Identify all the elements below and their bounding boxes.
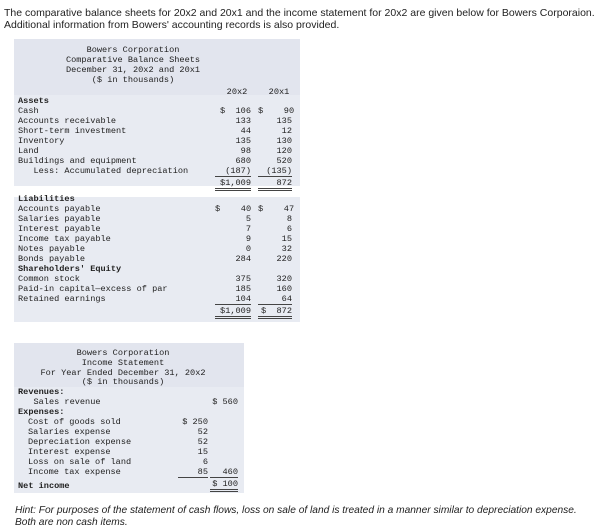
bs-liability-value-20x1: 6 — [286, 224, 292, 234]
is-expense-label: Depreciation expense — [28, 437, 132, 447]
is-expense-label: Loss on sale of land — [28, 457, 132, 467]
bs-equity-value-20x2: 185 — [235, 284, 251, 294]
is-expense-label: Cost of goods sold — [28, 417, 121, 427]
bs-liability-value-20x1: 8 — [286, 214, 292, 224]
is-expense-label: Income tax expense — [28, 467, 121, 477]
bs-liability-value-20x1: 15 — [281, 234, 292, 244]
is-expenses-total: 460 — [210, 467, 238, 478]
bs-liability-value-20x1: 32 — [281, 244, 292, 254]
bs-equity-value-20x1: 64 — [258, 294, 292, 305]
intro-line-1: The comparative balance sheets for 20x2 and 20x1 and the income statement for 20x2 are given below for Bowers Corporaion. — [4, 7, 595, 19]
bs-asset-value-20x1: 135 — [276, 116, 292, 126]
bs-liability-value-20x2: 7 — [245, 224, 251, 234]
bs-equity-value-20x1: 160 — [276, 284, 292, 294]
bs-asset-value-20x2: 98 — [240, 146, 251, 156]
bs-equity-value-20x2: 104 — [215, 294, 251, 305]
bs-assets-total-20x1: 872 — [258, 178, 292, 191]
bs-title-3: December 31, 20x2 and 20x1 — [65, 65, 201, 75]
bs-col-header-20x1: 20x1 — [268, 87, 290, 97]
bs-title-2: Comparative Balance Sheets — [65, 55, 201, 65]
is-expense-value: 85 — [178, 467, 208, 478]
bs-asset-value-20x2: 680 — [235, 156, 251, 166]
bs-asset-value-20x2: 135 — [235, 136, 251, 146]
is-title-4: ($ in thousands) — [81, 377, 165, 387]
income-statement-panel — [14, 343, 244, 493]
bs-asset-label: Short-term investment — [18, 126, 127, 136]
bs-asset-label: Accounts receivable — [18, 116, 116, 126]
bs-asset-value-20x1: 520 — [276, 156, 292, 166]
is-expense-value: 15 — [197, 447, 208, 457]
bs-le-total-20x2: $1,009 — [215, 306, 251, 319]
is-sales-value: $ 560 — [212, 397, 238, 407]
is-expense-label: Interest expense — [28, 447, 111, 457]
is-expense-label: Salaries expense — [28, 427, 111, 437]
is-sales-label: Sales revenue — [18, 397, 101, 407]
is-net-income-value: $ 100 — [210, 479, 238, 492]
bs-equity-label: Shareholders' Equity — [18, 264, 122, 274]
bs-liabilities-label: Liabilities — [18, 194, 75, 204]
bs-asset-value-20x1: (135) — [258, 166, 292, 177]
bs-liability-label: Accounts payable — [18, 204, 101, 214]
intro-line-2: Additional information from Bowers' accounting records is also provided. — [4, 19, 340, 31]
bs-equity-label-row: Retained earnings — [18, 294, 106, 304]
bs-col-header-20x2: 20x2 — [226, 87, 248, 97]
bs-asset-label: Buildings and equipment — [18, 156, 137, 166]
bs-equity-label-row: Common stock — [18, 274, 80, 284]
is-title-1: Bowers Corporation — [76, 348, 170, 358]
bs-asset-label: Land — [18, 146, 39, 156]
hint-line-1: Hint: For purposes of the statement of cash flows, loss on sale of land is treated in a manner similar to depreciation expense. — [15, 505, 577, 516]
is-title-3: For Year Ended December 31, 20x2 — [40, 368, 206, 378]
bs-le-total-20x1: $ 872 — [258, 306, 292, 319]
bs-liability-label: Bonds payable — [18, 254, 86, 264]
bs-equity-label-row: Paid-in capital—excess of par — [18, 284, 168, 294]
bs-equity-value-20x1: 320 — [276, 274, 292, 284]
bs-asset-label: Cash — [18, 106, 39, 116]
bs-asset-value-20x1: $ 90 — [258, 106, 295, 116]
is-revenues-label: Revenues: — [18, 387, 65, 397]
is-title-2: Income Statement — [81, 358, 165, 368]
balance-sheet-panel — [14, 39, 300, 322]
bs-asset-label: Inventory — [18, 136, 65, 146]
is-expenses-label: Expenses: — [18, 407, 65, 417]
is-expense-value: 52 — [197, 437, 208, 447]
is-expense-value: 6 — [202, 457, 208, 467]
bs-liability-label: Notes payable — [18, 244, 86, 254]
bs-equity-value-20x2: 375 — [235, 274, 251, 284]
bs-liability-label: Salaries payable — [18, 214, 101, 224]
bs-liability-value-20x1: $ 47 — [258, 204, 295, 214]
is-net-income-label: Net income — [18, 481, 70, 491]
bs-assets-label: Assets — [18, 96, 49, 106]
bs-asset-value-20x2: 44 — [240, 126, 251, 136]
hint-text — [15, 505, 610, 529]
bs-liability-value-20x2: 9 — [245, 234, 251, 244]
bs-asset-value-20x1: 130 — [276, 136, 292, 146]
bs-liability-value-20x2: 284 — [235, 254, 251, 264]
hint-line-2: Both are non cash items. — [15, 517, 128, 528]
intro-text — [4, 7, 610, 31]
bs-title-4: ($ in thousands) — [91, 75, 175, 85]
bs-asset-value-20x1: 120 — [276, 146, 292, 156]
is-expense-value: $ 250 — [182, 417, 208, 427]
bs-asset-value-20x1: 12 — [281, 126, 292, 136]
is-expense-value: 52 — [197, 427, 208, 437]
bs-asset-value-20x2: (187) — [215, 166, 251, 177]
bs-liability-value-20x2: 0 — [245, 244, 251, 254]
bs-liability-value-20x1: 220 — [276, 254, 292, 264]
bs-liability-label: Income tax payable — [18, 234, 111, 244]
bs-liability-label: Interest payable — [18, 224, 101, 234]
bs-asset-value-20x2: 133 — [235, 116, 251, 126]
bs-liability-value-20x2: 5 — [245, 214, 251, 224]
bs-title-1: Bowers Corporation — [86, 45, 180, 55]
bs-assets-total-20x2: $1,009 — [215, 178, 251, 191]
bs-liability-value-20x2: $ 40 — [215, 204, 252, 214]
bs-asset-value-20x2: $ 106 — [220, 106, 251, 116]
bs-asset-label: Less: Accumulated depreciation — [18, 166, 189, 176]
